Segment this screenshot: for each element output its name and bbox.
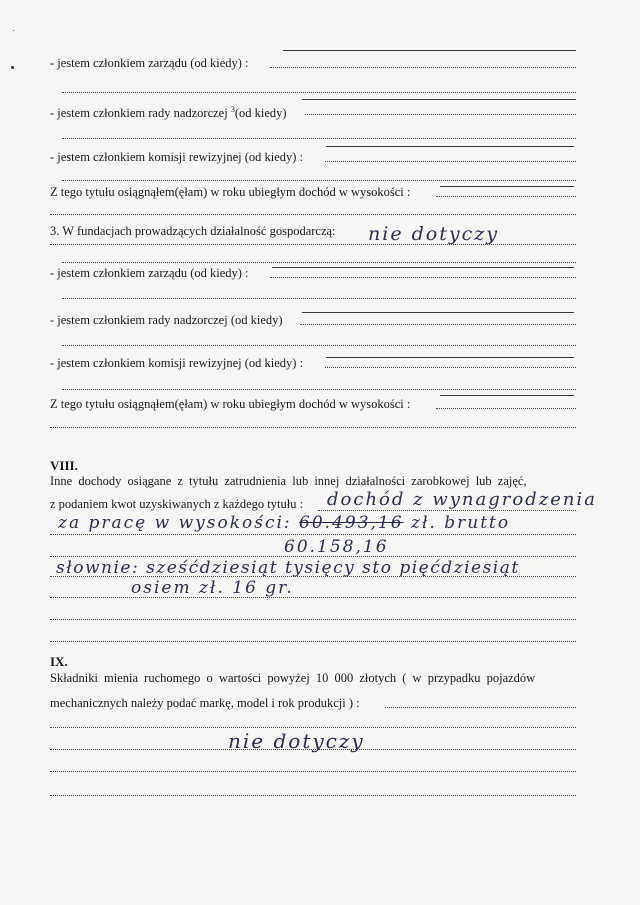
blank-line xyxy=(62,92,576,93)
section-viii-line1: Inne dochody osiągane z tytułu zatrudnienia lub innej działalności zarobkowej lub zajęć, xyxy=(50,474,527,488)
pen-line xyxy=(440,186,574,187)
movable-property-field xyxy=(385,707,576,708)
scan-speck xyxy=(11,66,14,69)
footnote-marker: 3 xyxy=(230,105,235,114)
blank-line xyxy=(62,298,576,299)
board-member-label: - jestem członkiem zarządu (od kiedy) : xyxy=(50,56,249,70)
income-handwritten-line1: dochód z wynagrodzenia xyxy=(327,489,597,510)
foundation-board-member-label: - jestem członkiem zarządu (od kiedy) : xyxy=(50,266,249,280)
section-ix-line2: mechanicznych należy podać markę, model i rok produkcji ) : xyxy=(50,696,360,710)
income-handwritten-corrected-amount: 60.158,16 xyxy=(284,537,389,557)
pen-line xyxy=(283,50,576,51)
blank-line xyxy=(50,641,576,642)
income-hw-suffix: zł. brutto xyxy=(410,513,511,533)
blank-line xyxy=(62,389,576,390)
audit-member-label: - jestem członkiem komisji rewizyjnej (od kiedy) : xyxy=(50,150,304,164)
section-ix-heading: IX. xyxy=(50,654,68,669)
pen-line xyxy=(326,146,574,147)
section-viii-line2: z podaniem kwot uzyskiwanych z każdego tytułu : xyxy=(50,497,304,511)
foundations-field xyxy=(50,244,576,245)
answer-line xyxy=(50,749,576,750)
blank-line xyxy=(62,138,576,139)
foundation-supervisory-member-field xyxy=(300,324,576,325)
blank-line xyxy=(50,727,576,728)
income-hw-prefix: za pracę w wysokości: xyxy=(58,513,292,533)
blank-line xyxy=(62,180,576,181)
audit-member-field xyxy=(325,161,576,162)
answer-line xyxy=(50,576,576,577)
pen-line xyxy=(326,357,574,358)
scan-speck xyxy=(13,30,14,31)
pen-line xyxy=(302,312,574,313)
blank-line xyxy=(50,427,576,428)
income-field xyxy=(436,196,576,197)
pen-line xyxy=(302,99,576,100)
income-handwritten-line4: słownie: sześćdziesiąt tysięcy sto pięćdziesiąt xyxy=(56,558,520,578)
blank-line xyxy=(50,214,576,215)
foundation-board-member-field xyxy=(270,277,576,278)
section-viii-heading: VIII. xyxy=(50,458,78,473)
supervisory-member-label xyxy=(50,103,287,120)
income-handwritten-line5: osiem zł. 16 gr. xyxy=(131,578,294,598)
supervisory-member-field xyxy=(305,114,576,115)
blank-line xyxy=(62,345,576,346)
foundation-supervisory-member-label: - jestem członkiem rady nadzorczej (od kiedy) xyxy=(50,313,283,327)
movable-property-answer-handwritten: nie dotyczy xyxy=(228,729,365,753)
foundations-label: 3. W fundacjach prowadzących działalność gospodarczą: xyxy=(50,224,336,238)
foundation-income-label: Z tego tytułu osiągnąłem(ęłam) w roku ubiegłym dochód w wysokości : xyxy=(50,397,411,411)
answer-line xyxy=(50,556,576,557)
pen-line xyxy=(440,395,574,396)
income-handwritten-line2 xyxy=(58,513,510,533)
foundations-answer-handwritten: nie dotyczy xyxy=(368,223,499,245)
blank-line xyxy=(50,795,576,796)
blank-line xyxy=(50,771,576,772)
blank-line xyxy=(62,262,576,263)
blank-line xyxy=(50,619,576,620)
pen-line xyxy=(272,267,574,268)
foundation-audit-member-field xyxy=(325,367,576,368)
answer-line xyxy=(318,510,576,511)
supervisory-since-text: (od kiedy) xyxy=(234,106,287,121)
income-hw-struck-amount: 60.493,16 xyxy=(299,513,404,533)
foundation-income-field xyxy=(436,408,576,409)
answer-line xyxy=(50,534,576,535)
foundation-audit-member-label: - jestem członkiem komisji rewizyjnej (od kiedy) : xyxy=(50,356,304,370)
income-label: Z tego tytułu osiągnąłem(ęłam) w roku ubiegłym dochód w wysokości : xyxy=(50,185,411,199)
supervisory-member-text: - jestem członkiem rady nadzorczej xyxy=(50,106,228,121)
section-ix-line1: Składniki mienia ruchomego o wartości powyżej 10 000 złotych ( w przypadku pojazdów xyxy=(50,671,536,685)
answer-line xyxy=(50,597,576,598)
board-member-field xyxy=(270,67,576,68)
